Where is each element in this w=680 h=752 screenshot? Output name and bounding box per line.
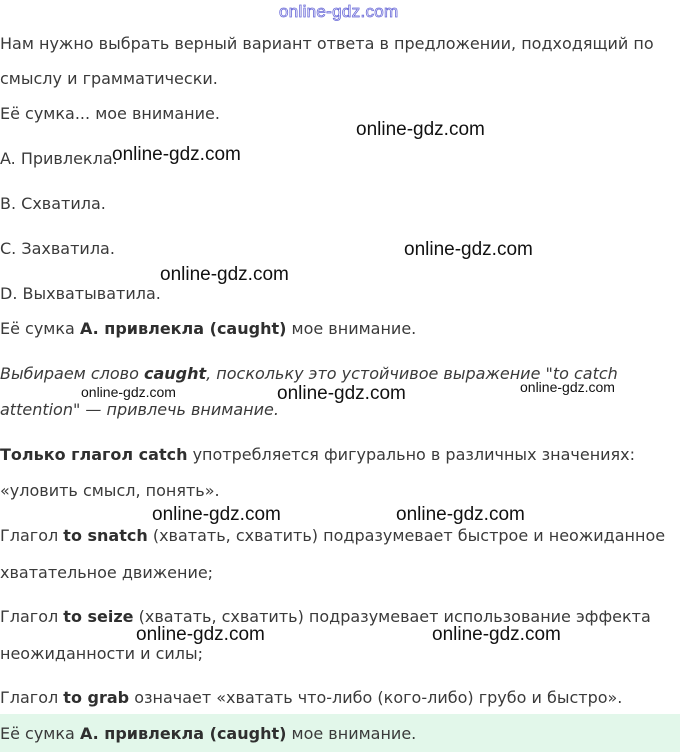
seize-prefix: Глагол: [0, 607, 64, 626]
answer-bold: A. привлекла (caught): [79, 319, 287, 338]
watermark: online-gdz.com: [160, 264, 289, 285]
seize-text: (хватать, схватить) подразумевает использование эффекта: [133, 607, 651, 626]
watermark: online-gdz.com: [81, 384, 176, 400]
snatch-line-1: [0, 526, 665, 546]
grab-bold: to grab: [63, 688, 130, 707]
watermark: online-gdz.com: [112, 144, 241, 165]
grab-line: [0, 688, 622, 708]
task-sentence: Её сумка... мое внимание.: [0, 104, 220, 123]
final-prefix: Её сумка: [0, 724, 80, 743]
grab-prefix: Глагол: [0, 688, 64, 707]
explanation-prefix: Выбираем слово: [0, 364, 144, 383]
snatch-bold: to snatch: [63, 526, 148, 545]
final-bold: A. привлекла (caught): [79, 724, 287, 743]
catch-line-2: «уловить смысл, понять».: [0, 481, 220, 500]
catch-line-1: [0, 445, 635, 465]
site-watermark-header: online-gdz.com: [279, 2, 399, 21]
snatch-line-2: хватательное движение;: [0, 563, 214, 582]
task-line-2: смыслу и грамматически.: [0, 69, 218, 88]
answer-suffix: мое внимание.: [286, 319, 417, 338]
watermark: online-gdz.com: [396, 504, 525, 525]
snatch-text: (хватать, схватить) подразумевает быстрое и неожиданное: [147, 526, 666, 545]
catch-text: употребляется фигурально в различных значениях:: [187, 445, 636, 464]
snatch-prefix: Глагол: [0, 526, 64, 545]
grab-text: означает «хватать что-либо (кого-либо) грубо и быстро».: [129, 688, 623, 707]
option-b: B. Схватила.: [0, 194, 106, 213]
watermark: online-gdz.com: [136, 624, 265, 645]
seize-bold: to seize: [63, 607, 134, 626]
final-answer-line: [0, 724, 416, 744]
explanation-line-2: attention" — привлечь внимание.: [0, 400, 279, 419]
answer-line: [0, 319, 416, 339]
watermark: online-gdz.com: [520, 379, 615, 395]
option-d: D. Выхватыватила.: [0, 284, 161, 303]
watermark: online-gdz.com: [432, 624, 561, 645]
option-c: C. Захватила.: [0, 239, 115, 258]
watermark: online-gdz.com: [404, 239, 533, 260]
explanation-suffix: , поскольку это устойчивое выражение "to catch: [206, 364, 618, 383]
watermark: online-gdz.com: [152, 504, 281, 525]
watermark: online-gdz.com: [277, 383, 406, 404]
explanation-keyword: caught: [143, 364, 207, 383]
task-line-1: Нам нужно выбрать верный вариант ответа в предложении, подходящий по: [0, 34, 654, 53]
option-a: A. Привлекла.: [0, 149, 118, 168]
watermark: online-gdz.com: [356, 119, 485, 140]
answer-prefix: Её сумка: [0, 319, 80, 338]
catch-bold: Только глагол catch: [0, 445, 188, 464]
final-suffix: мое внимание.: [286, 724, 417, 743]
seize-line-2: неожиданности и силы;: [0, 644, 204, 663]
